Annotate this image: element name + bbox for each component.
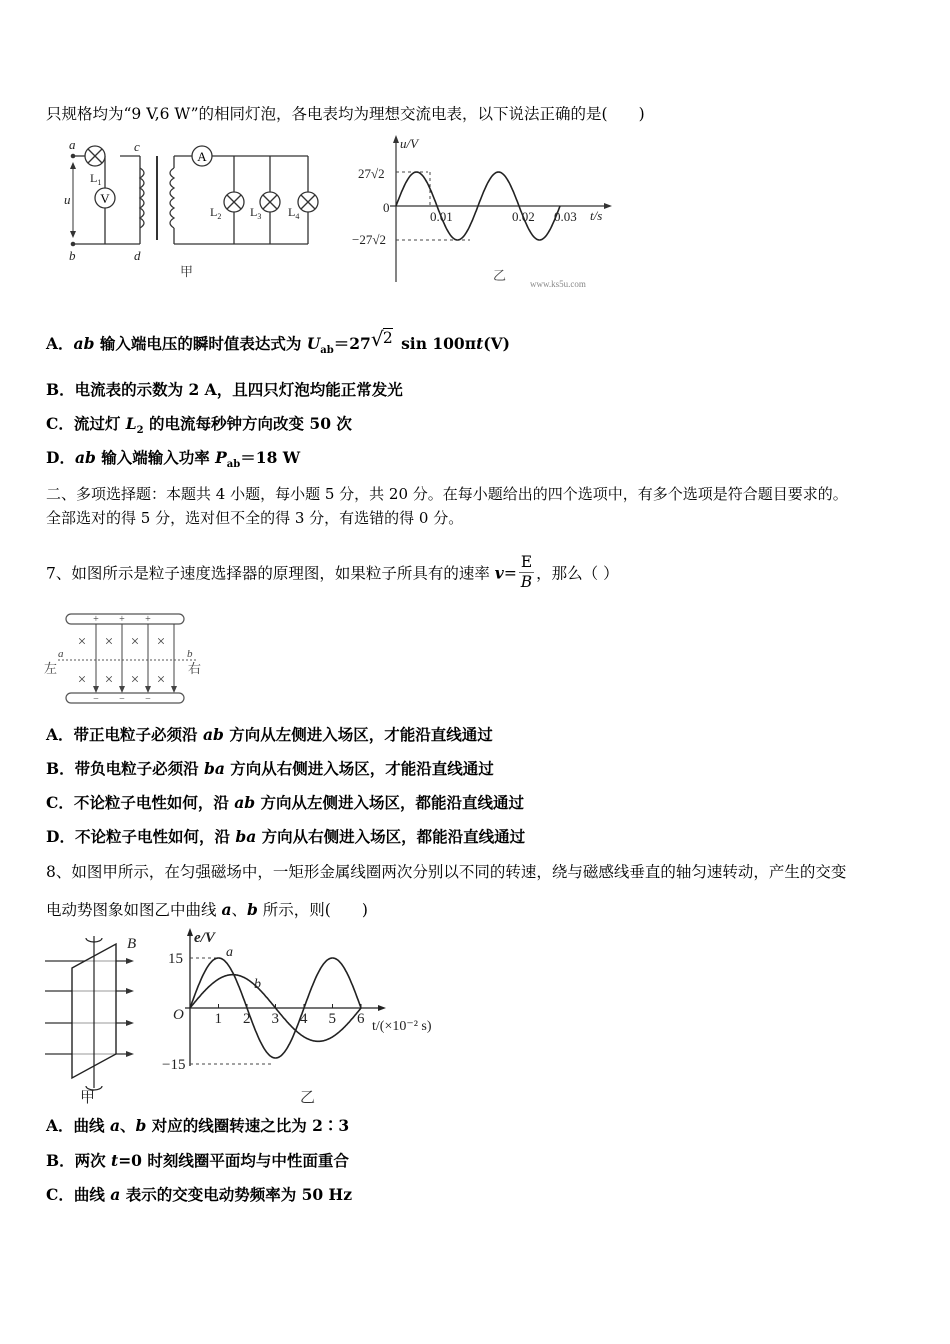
watermark: www.ks5u.com: [530, 279, 586, 289]
q8-stem-line2: 电动势图象如图乙中曲线 a、b 所示，则( ): [46, 900, 368, 919]
q6-option-a: A．ab 输入端电压的瞬时值表达式为 $U_{ab}=27$ √ 2 sin 100πt(V): [46, 327, 510, 357]
curve-b-label: b: [254, 977, 261, 992]
svg-text:A: A: [197, 149, 207, 164]
section2-line2: 全部选对的得 5 分，选对但不全的得 3 分，有选错的得 0 分。: [46, 509, 464, 527]
q8-xtick-label: 4: [300, 1011, 308, 1027]
q8-option-a: A．曲线 a、b 对应的线圈转速之比为 2∶3: [46, 1116, 350, 1135]
q8-xtick-label: 2: [243, 1011, 251, 1027]
curve-a-label: a: [226, 945, 233, 960]
q8-xtick-label: 5: [328, 1011, 336, 1027]
q7-velocity-selector-figure: [44, 609, 214, 709]
l2-label: $L_2$: [210, 205, 222, 221]
svg-text:b: b: [187, 648, 193, 660]
q6-voltage-graph: [350, 132, 620, 292]
svg-text:×: ×: [104, 634, 114, 650]
q8-xtick-label: 6: [357, 1011, 365, 1027]
q8-stem-line1: 8、如图甲所示，在匀强磁场中，一矩形金属线圈两次分别以不同的转速，绕与磁感线垂直的轴匀速转动，产生的交变: [46, 863, 847, 881]
q8-ylabel: e/V: [194, 930, 215, 946]
q6-xtick-3: 0.03: [554, 209, 577, 224]
q6-option-c: C．流过灯 $L_2$ 的电流每秒钟方向改变 50 次: [46, 414, 352, 437]
l1-label: $L_1$: [90, 171, 102, 187]
svg-text:−: −: [93, 694, 99, 705]
lamp-l2-icon: [224, 192, 244, 212]
svg-text:×: ×: [156, 672, 166, 688]
svg-text:×: ×: [156, 634, 166, 650]
sqrt-symbol: √ 2: [370, 327, 393, 351]
q6-zero: 0: [383, 200, 390, 215]
q7-option-b: B．带负电粒子必须沿 ba 方向从右侧进入场区，才能沿直线通过: [46, 759, 494, 778]
q8-option-b: B．两次 t=0 时刻线圈平面均与中性面重合: [46, 1151, 349, 1170]
q7-option-d: D．不论粒子电性如何，沿 ba 方向从右侧进入场区，都能沿直线通过: [46, 827, 526, 846]
section2-line1: 二、多项选择题：本题共 4 小题，每小题 5 分，共 20 分。在每小题给出的四个选项中，有多个选项是符合题目要求的。: [46, 485, 848, 503]
lamp-l1-icon: [85, 146, 105, 166]
q7-option-c: C．不论粒子电性如何，沿 ab 方向从左侧进入场区，都能沿直线通过: [46, 793, 525, 812]
q7-stem: 7、如图所示是粒子速度选择器的原理图，如果粒子所具有的速率 v= $\frac{E}{B}$ ，那么（ ）: [46, 553, 619, 591]
q8-xtick-label: 3: [271, 1011, 279, 1027]
svg-text:×: ×: [130, 634, 140, 650]
q6-xlabel: t/s: [590, 208, 603, 223]
svg-text:×: ×: [104, 672, 114, 688]
svg-text:V: V: [100, 191, 110, 206]
left-label: 左: [44, 661, 58, 676]
ammeter-icon: [192, 146, 212, 166]
q8-ytick-bottom: −15: [162, 1057, 186, 1073]
q8-xlabel: t/(×10⁻² s): [372, 1019, 432, 1034]
q7-option-a: A．带正电粒子必须沿 ab 方向从左侧进入场区，才能沿直线通过: [46, 725, 493, 744]
svg-text:×: ×: [77, 672, 87, 688]
terminal-c-label: c: [134, 139, 140, 154]
q8-caption-jia: 甲: [80, 1090, 96, 1106]
svg-text:−: −: [145, 694, 151, 705]
terminal-a-label: a: [69, 137, 76, 152]
lamp-l4-icon: [298, 192, 318, 212]
q6-ytick-bottom: −27√2: [352, 232, 386, 247]
terminal-b-label: b: [69, 248, 76, 263]
q8-xtick-label: 1: [214, 1011, 222, 1027]
q6-xtick-2: 0.02: [512, 209, 535, 224]
voltage-u-label: u: [64, 192, 71, 207]
q8-coil-figure: [40, 926, 160, 1106]
q6-ylabel: u/V: [400, 136, 419, 151]
q6-circuit-figure: [60, 136, 330, 286]
field-b-label: B: [127, 936, 137, 952]
svg-text:+: +: [93, 614, 99, 625]
q6-ytick-top: 27√2: [358, 166, 385, 181]
q8-origin: O: [173, 1007, 184, 1023]
svg-text:−: −: [119, 694, 125, 705]
lamp-l3-icon: [260, 192, 280, 212]
right-label: 右: [188, 661, 202, 676]
q8-emf-graph: [160, 926, 455, 1106]
q8-caption-yi: 乙: [300, 1090, 316, 1106]
svg-text:×: ×: [130, 672, 140, 688]
voltmeter-icon: [95, 188, 115, 208]
l3-label: $L_3$: [250, 205, 262, 221]
q6-option-b: B．电流表的示数为 2 A，且四只灯泡均能正常发光: [46, 380, 403, 399]
svg-text:a: a: [58, 648, 64, 660]
l4-label: $L_4$: [288, 205, 300, 221]
fraction-e-over-b: $\frac{E}{B}$: [520, 553, 533, 591]
q6-stem: 只规格均为“9 V,6 W”的相同灯泡，各电表均为理想交流电表，以下说法正确的是( ): [46, 105, 645, 123]
q8-option-c: C．曲线 a 表示的交变电动势频率为 50 Hz: [46, 1185, 353, 1204]
q6-xtick-1: 0.01: [430, 209, 453, 224]
q8-ytick-top: 15: [168, 951, 183, 967]
svg-text:+: +: [119, 614, 125, 625]
svg-text:×: ×: [77, 634, 87, 650]
svg-text:+: +: [145, 614, 151, 625]
q6-caption-jia: 甲: [180, 264, 194, 279]
terminal-d-label: d: [134, 248, 141, 263]
q6-option-d: D．ab 输入端输入功率 $P_{ab}=18$ W: [46, 448, 301, 471]
q6-caption-yi: 乙: [493, 268, 507, 283]
